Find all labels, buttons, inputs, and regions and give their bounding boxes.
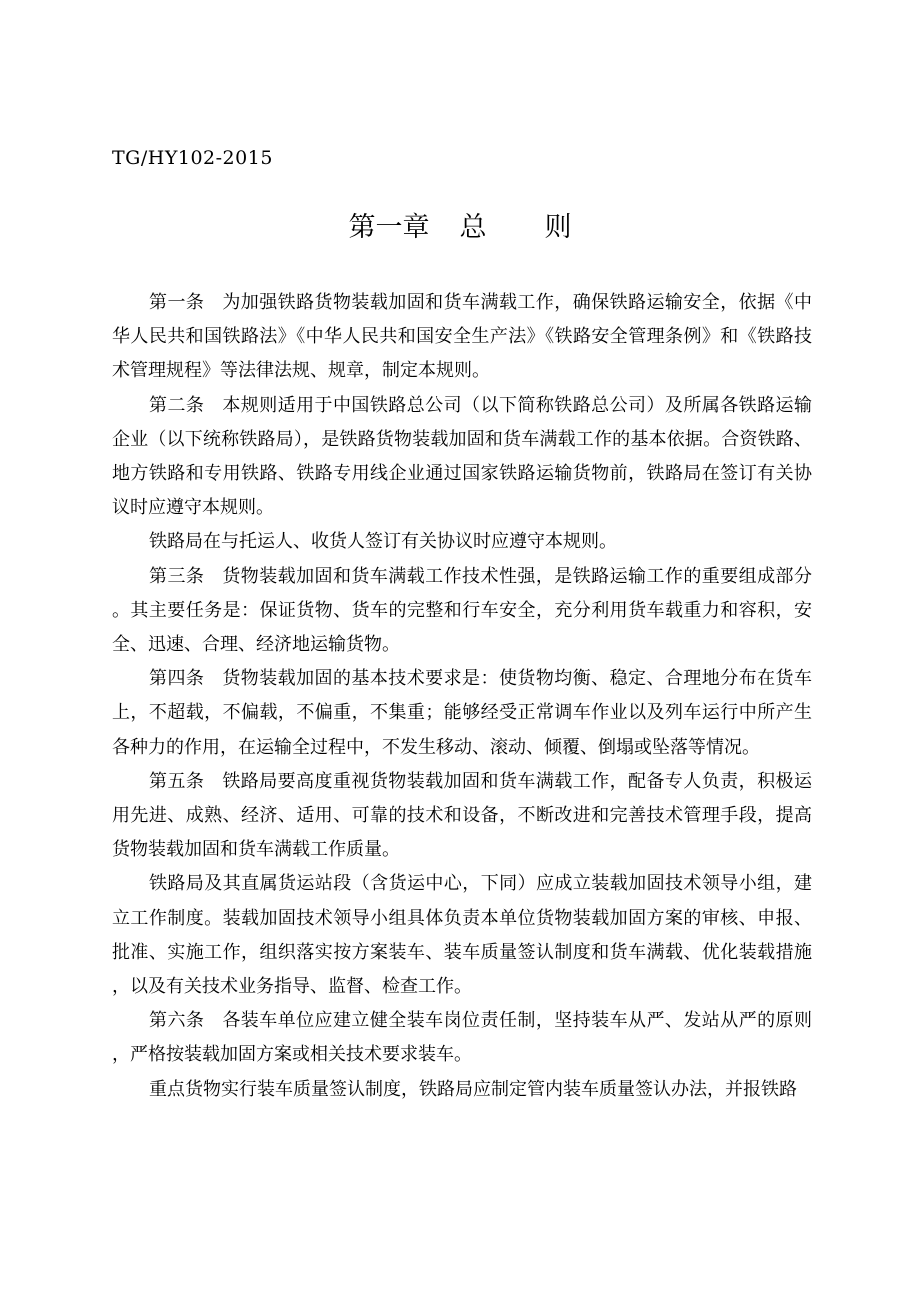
article-label: 第二条 xyxy=(149,394,205,416)
paragraph-article-4 xyxy=(112,662,812,765)
paragraph-article-1 xyxy=(112,286,812,389)
paragraph-article-6 xyxy=(112,1004,812,1072)
paragraph-article-6-continued xyxy=(112,1073,812,1107)
paragraph-text: 货物装载加固和货车满载工作技术性强，是铁路运输工作的重要组成部分。其主要任务是：保证货物、货车的完整和行车安全，充分利用货车载重力和容积，安全、迅速、合理、经济地运输货物。 xyxy=(112,565,813,656)
chapter-title xyxy=(0,208,920,248)
chapter-title-word-2: 则 xyxy=(544,212,572,243)
document-code: TG/HY102-2015 xyxy=(112,147,273,169)
chapter-title-word-1: 总 xyxy=(459,212,487,243)
paragraph-text: 重点货物实行装车质量签认制度，铁路局应制定管内装车质量签认办法，并报铁路 xyxy=(149,1078,797,1100)
document-body xyxy=(112,286,812,1107)
paragraph-text: 铁路局在与托运人、收货人签订有关协议时应遵守本规则。 xyxy=(149,531,617,553)
paragraph-article-5 xyxy=(112,765,812,868)
article-label: 第五条 xyxy=(149,770,205,792)
paragraph-article-5-continued xyxy=(112,867,812,1004)
paragraph-article-2-continued xyxy=(112,525,812,559)
paragraph-text: 各装车单位应建立健全装车岗位责任制，坚持装车从严、发站从严的原则，严格按装载加固方案或相关技术要求装车。 xyxy=(112,1010,813,1066)
article-label: 第四条 xyxy=(149,668,205,690)
paragraph-article-3 xyxy=(112,560,812,663)
article-label: 第六条 xyxy=(149,1010,205,1032)
paragraph-text: 铁路局要高度重视货物装载加固和货车满载工作，配备专人负责，积极运用先进、成熟、经济、适用、可靠的技术和设备，不断改进和完善技术管理手段，提高货物装载加固和货车满载工作质量。 xyxy=(112,770,813,861)
article-label: 第三条 xyxy=(149,565,205,587)
paragraph-text: 货物装载加固的基本技术要求是：使货物均衡、稳定、合理地分布在货车上，不超载，不偏载，不偏重，不集重；能够经受正常调车作业以及列车运行中所产生各种力的作用，在运输全过程中，不发生移动、滚动、倾覆、倒塌或坠落等情况。 xyxy=(112,668,813,758)
chapter-number: 第一章 xyxy=(348,212,430,243)
paragraph-text: 本规则适用于中国铁路总公司（以下简称铁路总公司）及所属各铁路运输企业（以下统称铁路局），是铁路货物装载加固和货车满载工作的基本依据。合资铁路、地方铁路和专用铁路、铁路专用线企业通过国家铁路运输货物前，铁路局在签订有关协议时应遵守本规则。 xyxy=(112,394,813,519)
paragraph-text: 铁路局及其直属货运站段（含货运中心，下同）应成立装载加固技术领导小组，建立工作制度。装载加固技术领导小组具体负责本单位货物装载加固方案的审核、申报、批准、实施工作，组织落实按方案装车、装车质量签认制度和货车满载、优化装载措施，以及有关技术业务指导、监督、检查工作。 xyxy=(112,873,812,998)
paragraph-text: 为加强铁路货物装载加固和货车满载工作，确保铁路运输安全，依据《中华人民共和国铁路法》《中华人民共和国安全生产法》《铁路安全管理条例》和《铁路技术管理规程》等法律法规、规章，制定本规则。 xyxy=(112,292,813,382)
paragraph-article-2 xyxy=(112,389,812,526)
article-label: 第一条 xyxy=(149,292,205,313)
